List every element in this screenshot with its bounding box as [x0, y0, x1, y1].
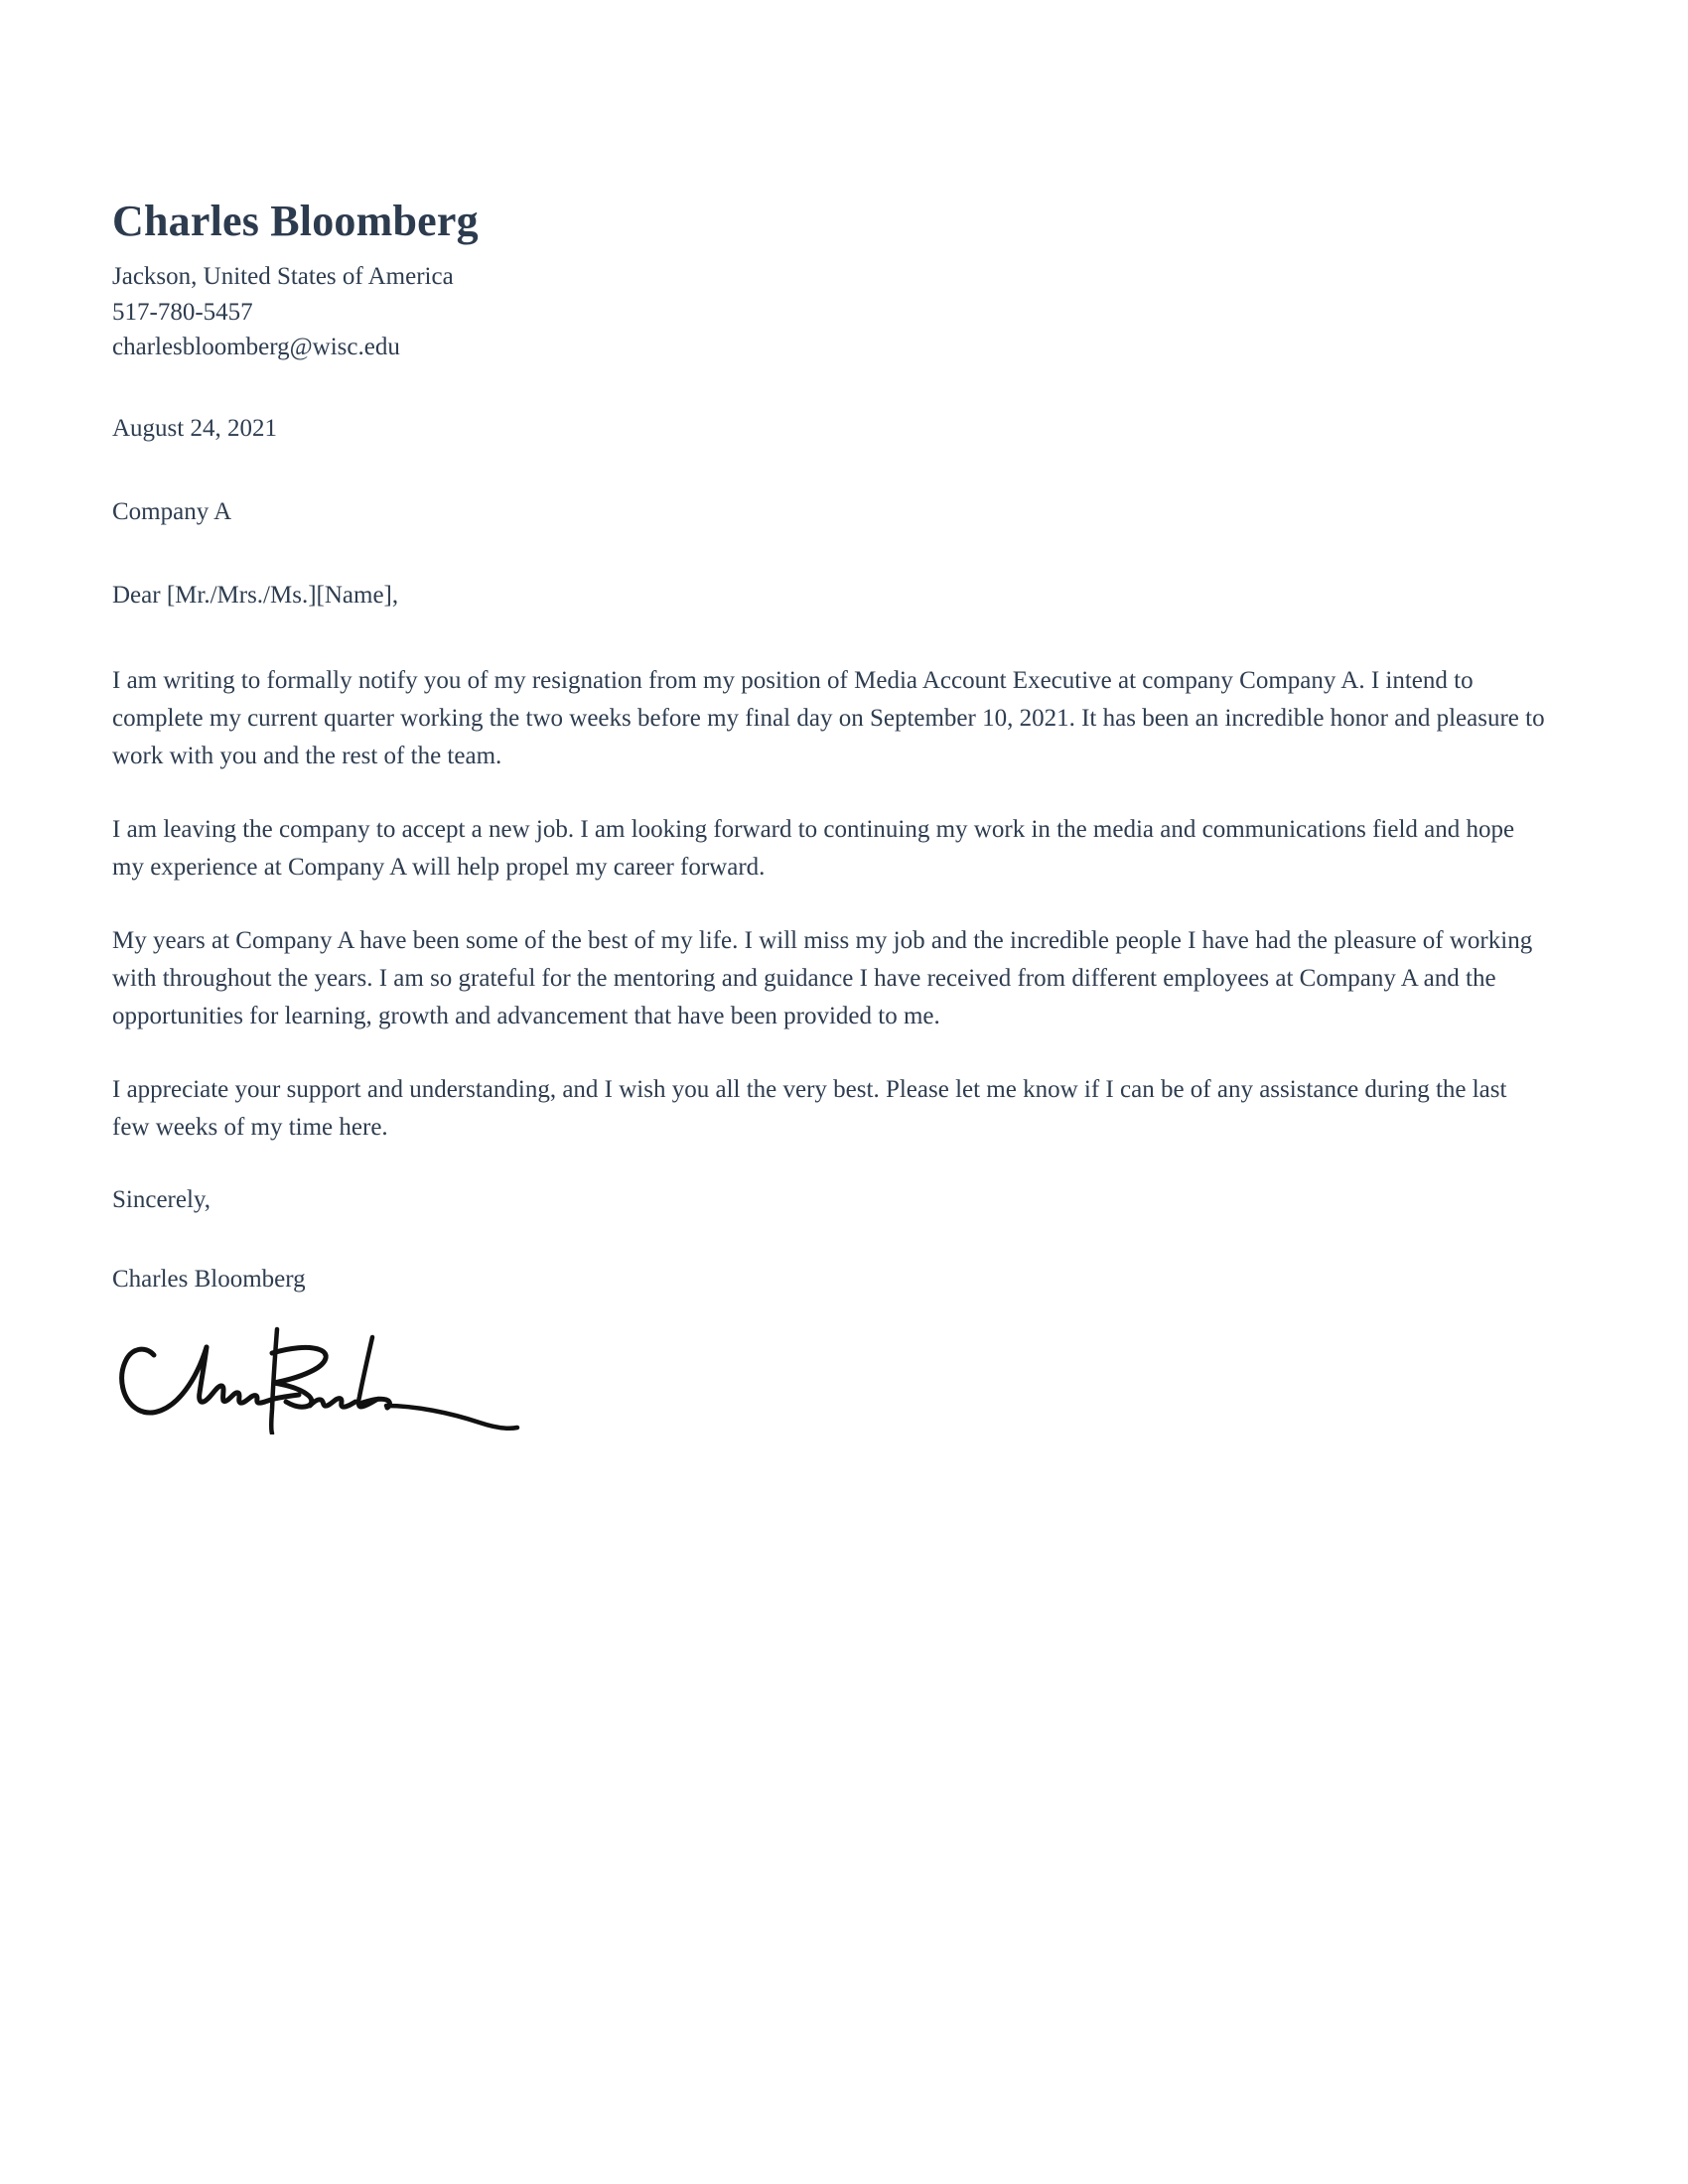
- letter-content: [112, 197, 1552, 1434]
- sender-contact-block: [112, 259, 1552, 365]
- body-paragraph-1: I am writing to formally notify you of my resignation from my position of Media Account Executive at company Company A. I intend to complete my current quarter working the two weeks before my final day on September 10, 2021. It has been an incredible honor and pleasure to work with you and the rest of the team.: [112, 666, 1545, 769]
- closing-salutation: Sincerely,: [112, 1185, 211, 1213]
- letter-date: August 24, 2021: [112, 414, 277, 442]
- body-paragraph-3: My years at Company A have been some of the best of my life. I will miss my job and the incredible people I have had the pleasure of working with throughout the years. I am so grateful for the mentoring and guidance I have received from different employees at Company A and the opportunities for learning, growth and advancement that have been provided to me.: [112, 926, 1533, 1029]
- sender-phone: 517-780-5457: [112, 298, 253, 326]
- signer-name: Charles Bloomberg: [112, 1265, 306, 1293]
- recipient-company: Company A: [112, 498, 232, 526]
- salutation: Dear [Mr./Mrs./Ms.][Name],: [112, 582, 399, 610]
- sender-email: charlesbloomberg@wisc.edu: [112, 334, 400, 361]
- handwritten-signature-icon: [112, 1315, 539, 1434]
- body-paragraph-2: I am leaving the company to accept a new job. I am looking forward to continuing my work in the media and communications field and hope my experience at Company A will help propel my career forward.: [112, 815, 1515, 881]
- sender-location: Jackson, United States of America: [112, 263, 454, 291]
- sender-name-heading: Charles Bloomberg: [112, 197, 479, 245]
- body-paragraph-4: I appreciate your support and understanding, and I wish you all the very best. Please let me know if I can be of any assistance during the last few weeks of my time here.: [112, 1075, 1507, 1141]
- signature-block: [112, 1315, 539, 1434]
